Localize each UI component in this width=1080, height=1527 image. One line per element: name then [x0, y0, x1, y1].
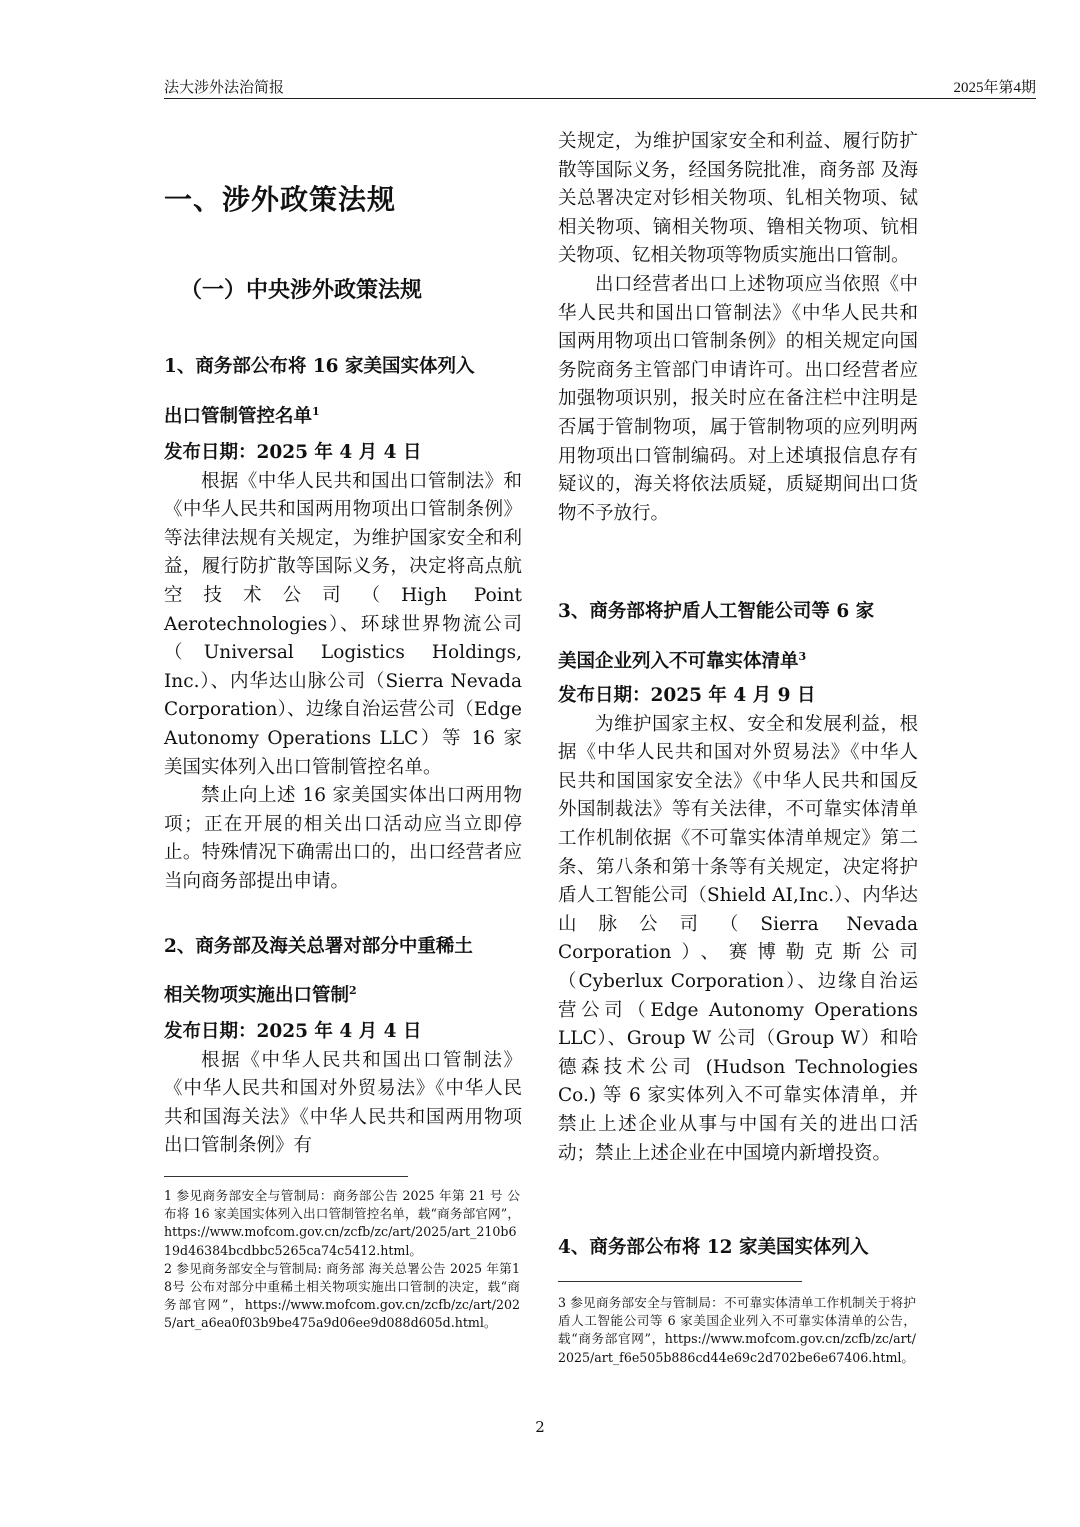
item1-body [164, 439, 522, 897]
item1-title-line1: 1、商务部公布将 16 家美国实体列入 [164, 356, 475, 377]
item3-title-line2 [558, 647, 806, 673]
footnotes-right [558, 1294, 916, 1367]
item1-para2: 禁止向上述 16 家美国实体出口两用物项；正在开展的相关出口活动应当立即停止。特殊情况下确需出口的，出口经营者应当向商务部提出申请。 [164, 785, 522, 892]
item3-date: 发布日期：2025 年 4 月 9 日 [558, 685, 816, 706]
item2-date: 发布日期：2025 年 4 月 4 日 [164, 1021, 422, 1042]
item1-date: 发布日期：2025 年 4 月 4 日 [164, 442, 422, 463]
item3-body [558, 682, 918, 1168]
issue-number: 2025年第4期 [953, 80, 1036, 96]
page-number: 2 [535, 1418, 545, 1436]
item2-body-left [164, 1018, 522, 1161]
section-heading: 一、涉外政策法规 [164, 183, 397, 216]
footnote-divider-left [164, 1176, 408, 1177]
footnotes-left [164, 1187, 520, 1333]
item2-title-line1: 2、商务部及海关总署对部分中重稀土 [164, 936, 473, 957]
item3-para1: 为维护国家主权、安全和发展利益，根据《中华人民共和国对外贸易法》《中华人民共和国国家安全法》《中华人民共和国反外国制裁法》等有关法律，不可靠实体清单工作机制依据《不可靠实体清单规定》第二条、第八条和第十条等有关规定，决定将护盾人工智能公司（Shield AI,Inc.）、内华达山脉公司（Sierra Nevada Corporation）、赛博勒克斯公司（Cyberlux Corporation）、边缘自治运营公司（Edge Autonomy Operations LLC）、Group W 公司（Group W）和哈德森技术公司 (Hudson Technologies Co.) 等 6 家实体列入不可靠实体清单，并禁止上述企业从事与中国有关的进出口活动；禁止上述企业在中国境内新增投资。 [558, 713, 918, 1164]
footnote-2: 2 参见商务部安全与管制局: 商务部 海关总署公告 2025 年第18号 公布对部分中重稀土相关物项实施出口管制的决定，载“商务部官网”，https://www.mofcom.gov.cn/zcfb/zc/art/2025/art_a6ea0f03b9be475a9d06ee9d088d605d.html。 [164, 1260, 520, 1331]
item3-title-text: 美国企业列入不可靠实体清单 [558, 651, 799, 672]
footnote-divider-right [558, 1281, 802, 1282]
item2-body-right [558, 128, 918, 528]
item1-title-text: 出口管制管控名单 [164, 406, 313, 427]
item1-title-line2 [164, 402, 320, 428]
item2-para1-left: 根据《中华人民共和国出口管制法》《中华人民共和国对外贸易法》《中华人民共和国海关法》《中华人民共和国两用物项出口管制条例》有 [164, 1049, 522, 1157]
footnote-ref-1: 1 [312, 404, 320, 418]
footnote-3: 3 参见商务部安全与管制局：不可靠实体清单工作机制关于将护盾人工智能公司等 6 家美国企业列入不可靠实体清单的公告，载“商务部官网”，https://www.mofcom.gov.cn/zcfb/zc/art/2025/art_f6e505b886cd44e69c2d702be6e67406.html。 [558, 1295, 916, 1365]
item4-title-line1: 4、商务部公布将 12 家美国实体列入 [558, 1237, 869, 1258]
item2-para1-right: 关规定，为维护国家安全和利益、履行防扩散等国际义务，经国务院批准，商务部 及海关总署决定对钐相关物项、钆相关物项、铽相关物项、镝相关物项、镥相关物项、钪相关物项、钇相关物项等物质实施出口管制。 [558, 131, 918, 267]
header-divider [164, 98, 1036, 99]
journal-title: 法大涉外法治简报 [164, 78, 285, 96]
item3-title-line1: 3、商务部将护盾人工智能公司等 6 家 [558, 601, 875, 622]
item2-para2: 出口经营者出口上述物项应当依照《中华人民共和国出口管制法》《中华人民共和国两用物项出口管制条例》的相关规定向国务院商务主管部门申请许可。出口经营者应加强物项识别，报关时应在备注栏中注明是否属于管制物项，属于管制物项的应列明两用物项出口管制编码。对上述填报信息存有疑议的，海关将依法质疑，质疑期间出口货物不予放行。 [558, 273, 918, 524]
subsection-heading: （一）中央涉外政策法规 [180, 277, 423, 303]
footnote-1: 1 参见商务部安全与管制局：商务部公告 2025 年第 21 号 公布将 16 家美国实体列入出口管制管控名单，载“商务部官网”，https://www.mofcom.gov.cn/zcfb/zc/art/2025/art_210b619d46384bcdbbc5265ca74c5412.html。 [164, 1188, 520, 1258]
item2-title-text: 相关物项实施出口管制 [164, 985, 350, 1006]
item1-para1: 根据《中华人民共和国出口管制法》和《中华人民共和国两用物项出口管制条例》等法律法规有关规定，为维护国家安全和利益，履行防扩散等国际义务，决定将高点航空技术公司（High Point Aerotechnologies）、环球世界物流公司（Universal Logistics Holdings, Inc.）、内华达山脉公司（Sierra Nevada Corporation）、边缘自治运营公司（Edge Autonomy Operations LLC）等 16 家美国实体列入出口管制管控名单。 [164, 470, 522, 778]
item2-title-line2 [164, 981, 357, 1007]
footnote-ref-3: 3 [798, 649, 807, 663]
footnote-ref-2: 2 [349, 983, 357, 997]
